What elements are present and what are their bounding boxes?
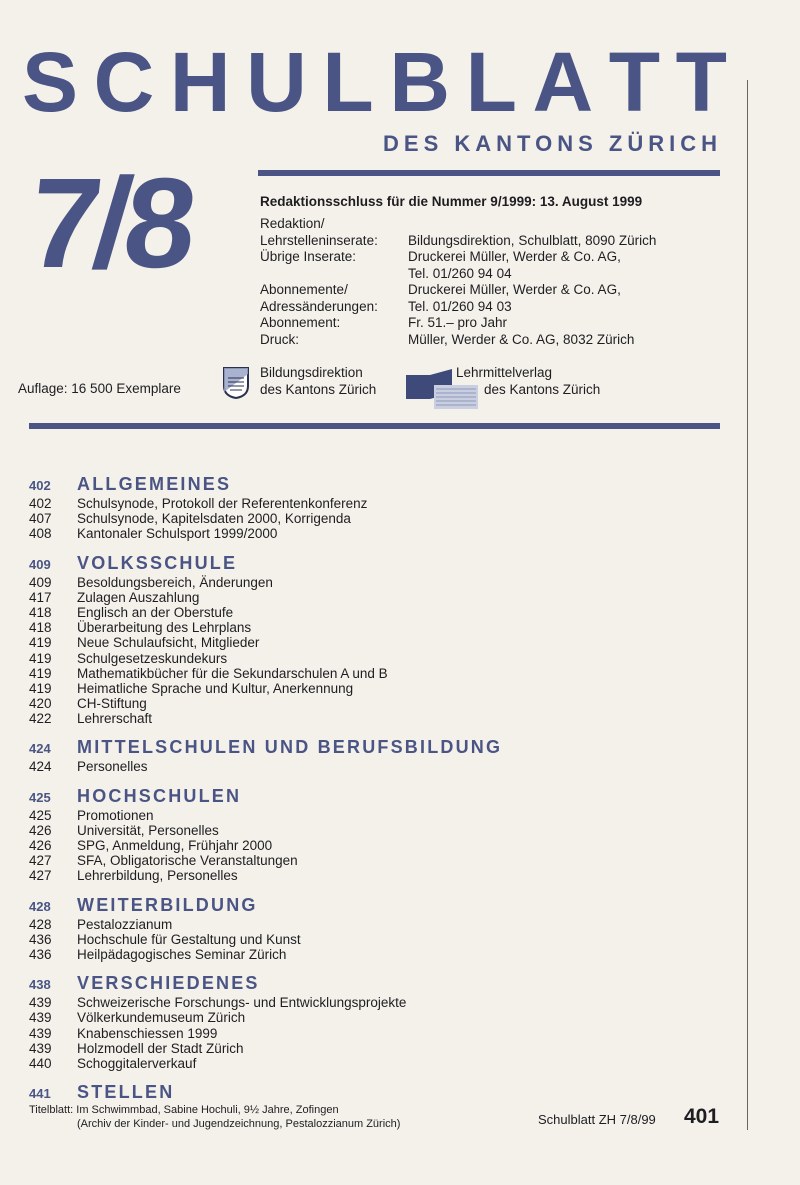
toc-entry[interactable] <box>29 1010 729 1025</box>
toc-entry[interactable] <box>29 511 729 526</box>
masthead-letter: C <box>93 35 155 129</box>
toc-entry[interactable] <box>29 711 729 726</box>
toc-entry-page: 402 <box>29 496 52 511</box>
toc-entry-page: 436 <box>29 931 52 947</box>
toc-entry-title: Schulgesetzeskundekurs <box>77 650 228 666</box>
bildungsdirektion-label <box>260 365 376 398</box>
issue-number: 7/8 <box>22 152 198 295</box>
toc-entry-title: Neue Schulaufsicht, Mitglieder <box>77 635 260 651</box>
toc-entry-page: 407 <box>29 511 52 527</box>
toc-entry[interactable] <box>29 526 729 541</box>
toc-entry-page: 440 <box>29 1055 52 1071</box>
toc-entry-page: 417 <box>29 589 52 605</box>
toc-entry-title: Besoldungsbereich, Änderungen <box>77 574 273 590</box>
toc-entry-page: 427 <box>29 868 52 884</box>
editorial-deadline: Redaktionsschluss für die Nummer 9/1999: 13. August 1999 <box>260 194 643 209</box>
toc-section-heading[interactable] <box>29 474 729 496</box>
section-gap <box>29 962 729 973</box>
toc-entry[interactable] <box>29 853 729 868</box>
imprint-value: Müller, Werder & Co. AG, 8032 Zürich <box>408 331 635 347</box>
masthead-letter: L <box>465 35 517 129</box>
toc-entry[interactable] <box>29 696 729 711</box>
toc-section-heading[interactable] <box>29 895 729 917</box>
lehrmittelverlag-line2: des Kantons Zürich <box>484 381 601 397</box>
page-edge-line <box>747 80 748 1130</box>
toc-entry-page: 428 <box>29 916 52 932</box>
toc-section <box>29 553 729 727</box>
masthead-subtitle: DES KANTONS ZÜRICH <box>383 131 722 156</box>
toc-entry-title: Zulagen Auszahlung <box>77 589 200 605</box>
toc-entry-title: Knabenschiessen 1999 <box>77 1025 218 1041</box>
toc-entry-title: Überarbeitung des Lehrplans <box>77 620 252 636</box>
toc-entry-title: Schweizerische Forschungs- und Entwicklungsprojekte <box>77 995 407 1011</box>
toc-entry[interactable] <box>29 651 729 666</box>
toc-entry-title: SFA, Obligatorische Veranstaltungen <box>77 853 298 869</box>
toc-entry[interactable] <box>29 666 729 681</box>
toc-entry-page: 418 <box>29 620 52 636</box>
masthead-letter: T <box>675 35 727 129</box>
cover-credit-line1: Titelblatt: Im Schwimmbad, Sabine Hochuli, 9½ Jahre, Zofingen <box>29 1104 339 1116</box>
toc-entry-page: 419 <box>29 650 52 666</box>
toc-section-heading[interactable] <box>29 1082 729 1104</box>
toc-entry-page: 427 <box>29 853 52 869</box>
bildungsdirektion-line2: des Kantons Zürich <box>260 381 377 397</box>
imprint-label: Übrige Inserate: <box>260 249 357 264</box>
toc-section <box>29 474 729 542</box>
header-rule-bottom <box>29 423 720 429</box>
toc-entry[interactable] <box>29 681 729 696</box>
toc-section <box>29 973 729 1071</box>
section-gap <box>29 542 729 553</box>
toc-section-title: ALLGEMEINES <box>77 474 232 494</box>
toc-entry-page: 426 <box>29 838 52 853</box>
toc-section-title: VOLKSSCHULE <box>77 552 238 573</box>
toc-entry[interactable] <box>29 496 729 511</box>
toc-entry-page: 419 <box>29 680 52 696</box>
page-number: 401 <box>684 1105 720 1128</box>
toc-section-title: HOCHSCHULEN <box>77 785 242 806</box>
toc-section-title: VERSCHIEDENES <box>77 973 260 994</box>
masthead-letter: U <box>246 35 307 129</box>
toc-entry[interactable] <box>29 620 729 635</box>
toc-section <box>29 895 729 963</box>
toc-entry-title: Schoggitalerverkauf <box>77 1055 197 1071</box>
toc-entry-title: Schulsynode, Protokoll der Referentenkonferenz <box>77 496 368 511</box>
masthead-letter: H <box>169 35 231 129</box>
imprint-label: Druck: <box>260 331 300 347</box>
cover-credit-line2: (Archiv der Kinder- und Jugendzeichnung, Pestalozzianum Zürich) <box>77 1118 401 1130</box>
toc-entry[interactable] <box>29 1026 729 1041</box>
toc-entry-page: 409 <box>29 574 52 590</box>
imprint-value: Fr. 51.– pro Jahr <box>408 315 508 330</box>
toc-entry-title: Heilpädagogisches Seminar Zürich <box>77 946 287 962</box>
imprint-value: Tel. 01/260 94 03 <box>408 298 512 314</box>
toc-section <box>29 737 729 774</box>
imprint-label: Redaktion/ <box>260 216 325 231</box>
toc-section-page: 402 <box>29 478 51 493</box>
imprint-value: Bildungsdirektion, Schulblatt, 8090 Zürich <box>408 232 657 248</box>
toc-section-heading[interactable] <box>29 553 729 575</box>
toc-section-page: 428 <box>29 898 51 914</box>
imprint-label: Abonnemente/ <box>260 282 348 297</box>
bildungsdirektion-line1: Bildungsdirektion <box>260 365 363 380</box>
section-gap <box>29 726 729 737</box>
toc-entry-title: Holzmodell der Stadt Zürich <box>77 1040 244 1056</box>
table-of-contents <box>29 474 729 1104</box>
toc-entry-title: Englisch an der Oberstufe <box>77 604 234 620</box>
zurich-shield-icon <box>222 366 250 400</box>
section-gap <box>29 1071 729 1082</box>
toc-entry-title: Promotionen <box>77 807 154 823</box>
toc-entry-title: Pestalozzianum <box>77 916 173 932</box>
imprint-value: Druckerei Müller, Werder & Co. AG, <box>408 282 621 297</box>
masthead-letter: A <box>532 35 594 129</box>
toc-section-page: 441 <box>29 1086 51 1102</box>
toc-entry-page: 436 <box>29 946 52 962</box>
toc-entry-title: Lehrerschaft <box>77 711 153 727</box>
toc-entry-page: 422 <box>29 711 52 727</box>
toc-section <box>29 786 729 884</box>
toc-entry-title: Universität, Personelles <box>77 822 219 838</box>
toc-entry[interactable] <box>29 575 729 590</box>
toc-entry-title: Lehrerbildung, Personelles <box>77 868 238 884</box>
masthead-letter: B <box>389 35 450 129</box>
header-rule-top <box>258 170 720 176</box>
toc-section-title: WEITERBILDUNG <box>77 894 258 915</box>
lehrmittelverlag-label <box>456 365 600 398</box>
toc-entry-page: 418 <box>29 604 52 620</box>
toc-section-page: 409 <box>29 556 51 572</box>
section-gap <box>29 775 729 786</box>
toc-entry[interactable] <box>29 635 729 650</box>
imprint-value: Druckerei Müller, Werder & Co. AG, <box>408 249 621 264</box>
toc-entry[interactable] <box>29 868 729 883</box>
toc-section-page: 438 <box>29 977 51 993</box>
toc-entry-title: CH-Stiftung <box>77 696 147 712</box>
toc-entry-title: Hochschule für Gestaltung und Kunst <box>77 931 301 947</box>
masthead-letter: S <box>22 35 79 129</box>
toc-section-heading[interactable] <box>29 973 729 995</box>
toc-entry[interactable] <box>29 1056 729 1071</box>
toc-entry[interactable] <box>29 605 729 620</box>
imprint-value: Tel. 01/260 94 04 <box>408 265 512 281</box>
toc-entry[interactable] <box>29 995 729 1010</box>
toc-entry-page: 424 <box>29 759 52 775</box>
toc-entry[interactable] <box>29 590 729 605</box>
toc-section-heading[interactable] <box>29 786 729 808</box>
toc-entry-page: 419 <box>29 635 52 651</box>
imprint-label: Abonnement: <box>260 315 341 330</box>
lehrmittelverlag-line1: Lehrmittelverlag <box>456 365 553 380</box>
toc-entry-page: 439 <box>29 1010 52 1026</box>
imprint-label: Adressänderungen: <box>260 298 378 314</box>
toc-entry-title: Personelles <box>77 759 148 775</box>
toc-section-page: 424 <box>29 741 51 757</box>
masthead-letter: T <box>608 35 661 129</box>
toc-entry[interactable] <box>29 1041 729 1056</box>
circulation-note: Auflage: 16 500 Exemplare <box>18 381 181 396</box>
toc-entry[interactable] <box>29 759 729 774</box>
toc-section <box>29 1082 729 1104</box>
toc-entry-title: Heimatliche Sprache und Kultur, Anerkennung <box>77 680 354 696</box>
masthead-letter: L <box>322 35 374 129</box>
publication-reference: Schulblatt ZH 7/8/99 <box>538 1112 656 1127</box>
toc-entry-page: 439 <box>29 1040 52 1056</box>
toc-entry-page: 425 <box>29 807 52 823</box>
toc-entry-title: Mathematikbücher für die Sekundarschulen A und B <box>77 665 388 681</box>
imprint-label: Lehrstelleninserate: <box>260 232 378 248</box>
toc-entry-page: 426 <box>29 822 52 838</box>
toc-entry-page: 408 <box>29 526 52 542</box>
toc-entry[interactable] <box>29 808 729 823</box>
masthead-title <box>22 35 727 129</box>
toc-entry-page: 439 <box>29 1025 52 1041</box>
cover-credit <box>29 1103 400 1131</box>
toc-section-heading[interactable] <box>29 737 729 759</box>
toc-entry[interactable] <box>29 947 729 962</box>
toc-entry-page: 419 <box>29 665 52 681</box>
toc-entry-page: 439 <box>29 995 52 1011</box>
toc-entry[interactable] <box>29 838 729 853</box>
toc-entry[interactable] <box>29 823 729 838</box>
toc-entry-title: Schulsynode, Kapitelsdaten 2000, Korrigenda <box>77 511 351 527</box>
toc-section-title: STELLEN <box>77 1082 175 1103</box>
toc-section-page: 425 <box>29 789 51 805</box>
toc-entry-title: SPG, Anmeldung, Frühjahr 2000 <box>77 838 273 853</box>
toc-entry[interactable] <box>29 932 729 947</box>
toc-entry-page: 420 <box>29 696 52 712</box>
section-gap <box>29 884 729 895</box>
toc-section-title: MITTELSCHULEN UND BERUFSBILDUNG <box>77 737 503 758</box>
toc-entry-title: Kantonaler Schulsport 1999/2000 <box>77 526 278 542</box>
toc-entry-title: Völkerkundemuseum Zürich <box>77 1010 246 1026</box>
toc-entry[interactable] <box>29 917 729 932</box>
